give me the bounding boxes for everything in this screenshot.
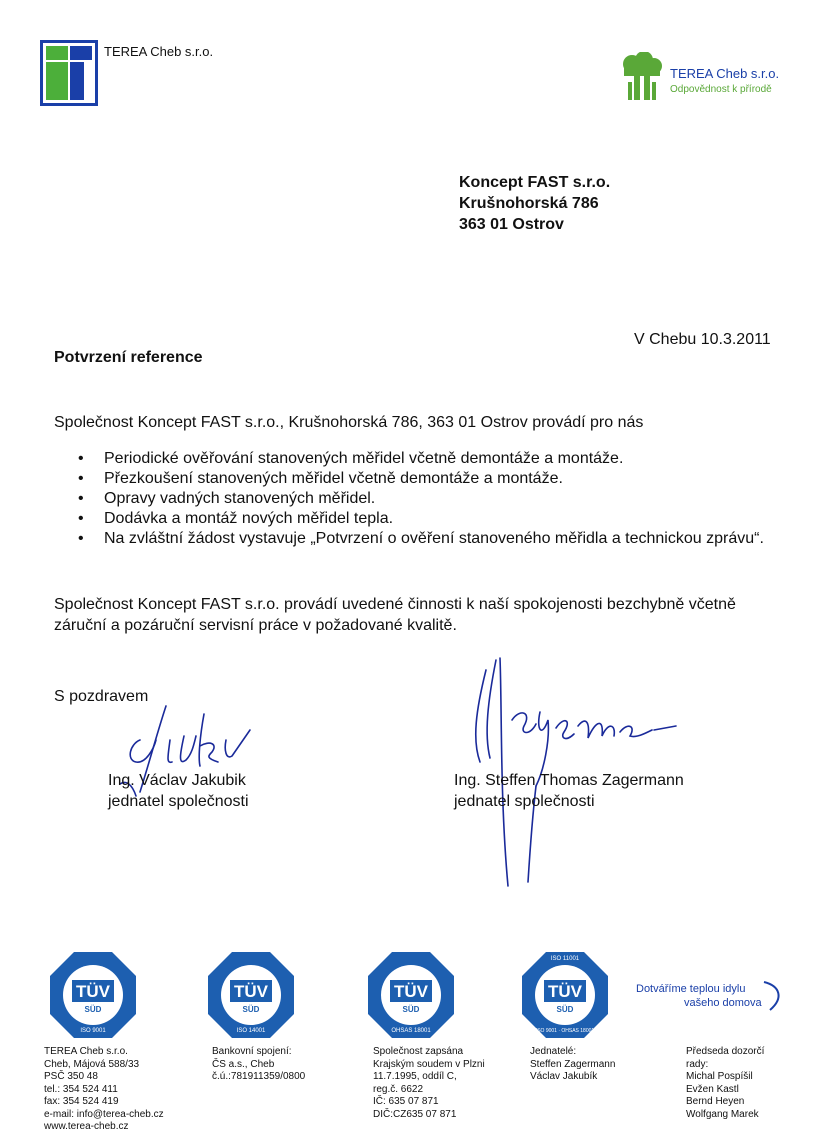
footer-line: Bernd Heyen [686, 1096, 745, 1107]
list-item [78, 469, 778, 489]
footer-line: Krajským soudem v Plzni [373, 1058, 485, 1070]
footer-line: Předseda dozorčí [686, 1046, 765, 1057]
service-text: Opravy vadných stanovených měřidel. [104, 490, 376, 507]
footer-line: Společnost zapsána [373, 1046, 464, 1057]
footer-line: IČ: 635 07 871 [373, 1096, 439, 1107]
footer-board [686, 1046, 764, 1121]
badge-standard: ISO 9001 [80, 1028, 106, 1034]
recipient-address [459, 172, 610, 235]
letter-date: V Chebu 10.3.2011 [634, 331, 771, 348]
badge-standard: ISO 14001 [236, 1028, 266, 1034]
brand-name-right: TEREA Cheb s.r.o. [670, 66, 780, 81]
footer-line: fax: 354 524 419 [44, 1096, 119, 1107]
intro-paragraph: Společnost Koncept FAST s.r.o., Krušnohorská 786, 363 01 Ostrov provádí pro nás [54, 414, 644, 431]
services-list [78, 449, 778, 549]
footer-line: Michal Pospíšil [686, 1071, 753, 1082]
signatory-name: Ing. Václav Jakubik [108, 772, 246, 789]
recipient-city: 363 01 Ostrov [459, 216, 564, 233]
service-text: Přezkoušení stanovených měřidel včetně demontáže a montáže. [104, 470, 563, 487]
badge-ring: ISO 9001 · OHSAS 18001 [535, 1028, 595, 1034]
list-item [78, 449, 778, 469]
footer-email: e-mail: info@terea-cheb.cz [44, 1108, 164, 1120]
footer-line: Wolfgang Marek [686, 1108, 759, 1120]
badge-sub: SÜD [84, 1005, 102, 1014]
list-item [78, 509, 778, 529]
closing-paragraph: Společnost Koncept FAST s.r.o. provádí uvedené činnosti k naší spokojenosti bezchybně včetně záruční a pozáruční servisní práce v požadované kvalitě. [54, 596, 736, 634]
list-item [78, 489, 778, 509]
recipient-company: Koncept FAST s.r.o. [459, 174, 611, 191]
tuv-badge-integrated [520, 950, 610, 1040]
swoosh-icon [760, 978, 788, 1014]
footer-line: DIČ:CZ635 07 871 [373, 1108, 457, 1120]
footer-line: rady: [686, 1058, 709, 1070]
footer-line: TEREA Cheb s.r.o. [44, 1046, 128, 1057]
footer-registry [373, 1046, 485, 1121]
signatory-role: jednatel společnosti [108, 793, 249, 810]
bullet-icon: • [78, 470, 84, 487]
terea-logo-right [620, 52, 664, 102]
badge-sub: SÜD [556, 1005, 574, 1014]
badge-mark: TÜV [394, 982, 428, 1001]
terea-logo-left [40, 40, 98, 106]
footer-line: Cheb, Májová 588/33 [44, 1058, 140, 1070]
badge-mark: TÜV [76, 982, 110, 1001]
list-item [78, 529, 778, 549]
tuv-badge-iso-14001 [206, 950, 296, 1040]
footer-line: PSČ 350 48 [44, 1071, 98, 1082]
brand-name-left: TEREA Cheb s.r.o. [104, 44, 214, 59]
footer-line: Václav Jakubík [530, 1071, 598, 1082]
slogan-line: vašeho domova [684, 997, 762, 1009]
signatory-role: jednatel společnosti [454, 793, 595, 810]
footer-line: Jednatelé: [530, 1046, 577, 1057]
badge-mark: TÜV [548, 982, 582, 1001]
service-text: Periodické ověřování stanovených měřidel včetně demontáže a montáže. [104, 450, 624, 467]
service-text: Dodávka a montáž nových měřidel tepla. [104, 510, 394, 527]
bullet-icon: • [78, 450, 84, 467]
bullet-icon: • [78, 510, 84, 527]
bullet-icon: • [78, 490, 84, 507]
tuv-badge-iso-9001 [48, 950, 138, 1040]
footer-line: ČS a.s., Cheb [212, 1058, 275, 1070]
badge-sub: SÜD [402, 1005, 420, 1014]
footer-line: tel.: 354 524 411 [44, 1083, 118, 1095]
footer-line: reg.č. 6622 [373, 1083, 424, 1095]
badge-sub: SÜD [242, 1005, 260, 1014]
badge-standard: OHSAS 18001 [391, 1028, 431, 1034]
footer-line: Bankovní spojení: [212, 1046, 292, 1057]
service-text: Na zvláštní žádost vystavuje „Potvrzení o ověření stanoveného měřidla a technickou zprávu“. [104, 530, 764, 547]
footer-website: www.terea-cheb.cz [44, 1121, 129, 1132]
signatory-1 [108, 770, 249, 812]
badge-mark: TÜV [234, 982, 268, 1001]
signatory-name: Ing. Steffen Thomas Zagermann [454, 772, 684, 789]
footer-company [44, 1046, 164, 1134]
footer-line: č.ú.:781911359/0800 [212, 1071, 306, 1082]
tuv-badge-ohsas-18001 [366, 950, 456, 1040]
letter-subject: Potvrzení reference [54, 349, 203, 366]
greeting: S pozdravem [54, 688, 149, 705]
company-slogan [636, 982, 762, 1010]
footer-directors [530, 1046, 615, 1084]
badge-standard: ISO 11001 [550, 956, 580, 962]
signatory-2 [454, 770, 684, 812]
bullet-icon: • [78, 530, 84, 547]
footer-line: Evžen Kastl [686, 1083, 739, 1095]
footer-bank [212, 1046, 305, 1084]
footer-line: 11.7.1995, oddíl C, [373, 1071, 457, 1082]
footer-line: Steffen Zagermann [530, 1058, 616, 1070]
brand-tagline-right: Odpovědnost k přírodě [670, 84, 772, 95]
recipient-street: Krušnohorská 786 [459, 195, 599, 212]
slogan-line: Dotváříme teplou idylu [636, 983, 746, 995]
